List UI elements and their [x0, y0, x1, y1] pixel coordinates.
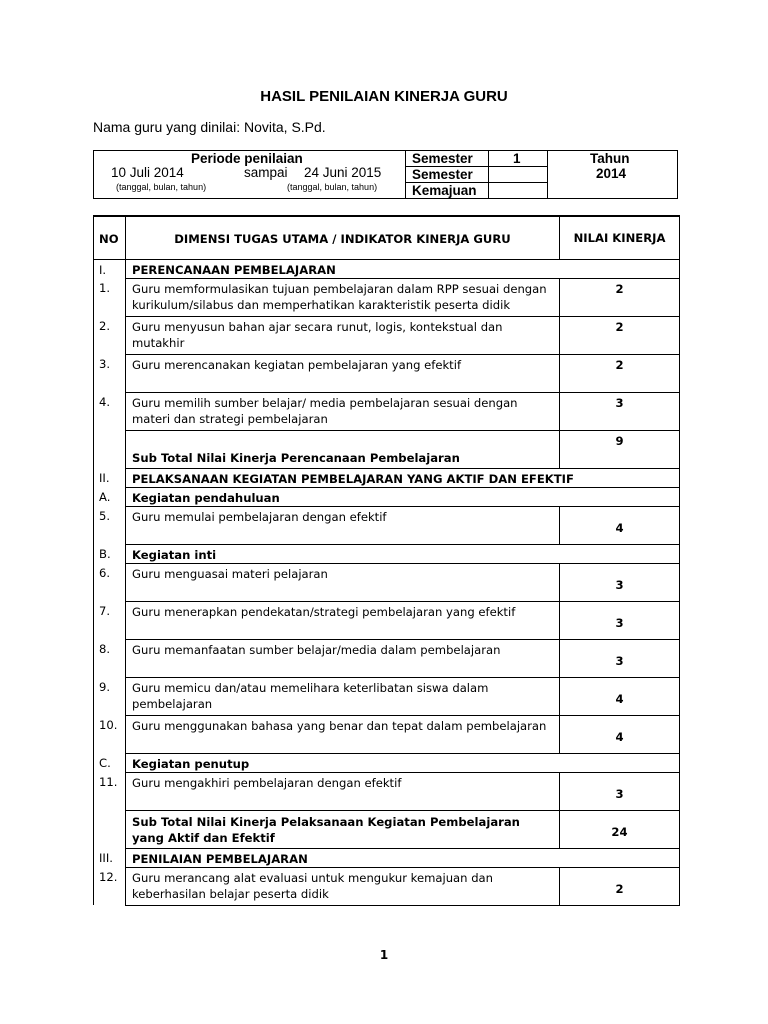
section-row: [94, 487, 680, 506]
row-description: Guru memanfaatan sumber belajar/media dalam pembelajaran: [126, 639, 560, 677]
row-number: 4.: [94, 392, 126, 430]
teacher-label: Nama guru yang dinilai:: [93, 119, 241, 135]
section-row: [94, 468, 680, 487]
section-row: [94, 259, 680, 278]
row-number: 6.: [94, 563, 126, 601]
table-row: [94, 639, 680, 677]
header-value: NILAI KINERJA: [560, 216, 680, 259]
row-number: 11.: [94, 772, 126, 810]
section-row: [94, 848, 680, 867]
row-number: B.: [94, 544, 126, 563]
row-number: I.: [94, 259, 126, 278]
period-start: 10 Juli 2014: [111, 165, 184, 180]
row-number: [94, 430, 126, 468]
subtotal-row: [94, 810, 680, 848]
period-end: 24 Juni 2015: [304, 165, 382, 180]
row-value: 2: [560, 867, 680, 905]
row-description: Kegiatan pendahuluan: [126, 487, 680, 506]
row-description: Guru merencanakan kegiatan pembelajaran yang efektif: [126, 354, 560, 392]
semester-value: 1: [513, 151, 521, 166]
row-number: 2.: [94, 316, 126, 354]
row-description: PENILAIAN PEMBELAJARAN: [126, 848, 680, 867]
section-row: [94, 753, 680, 772]
table-row: [94, 278, 680, 316]
table-row: [94, 715, 680, 753]
table-row: [94, 392, 680, 430]
teacher-name: Novita, S.Pd.: [243, 119, 326, 135]
row-number: A.: [94, 487, 126, 506]
row-number: II.: [94, 468, 126, 487]
page-title: HASIL PENILAIAN KINERJA GURU: [260, 88, 508, 105]
table-row: [94, 316, 680, 354]
period-label: Periode penilaian: [191, 151, 303, 166]
row-number: 5.: [94, 506, 126, 544]
row-description: Kegiatan penutup: [126, 753, 680, 772]
row-number: 9.: [94, 677, 126, 715]
row-value: 3: [560, 563, 680, 601]
assessment-table: [93, 215, 680, 906]
row-value: 24: [560, 810, 680, 848]
header-no: NO: [94, 216, 126, 259]
progress-label: Kemajuan: [412, 183, 477, 198]
row-value: 2: [560, 316, 680, 354]
row-value: 2: [560, 354, 680, 392]
row-description: Guru menguasai materi pelajaran: [126, 563, 560, 601]
row-value: 2: [560, 278, 680, 316]
row-description: Sub Total Nilai Kinerja Perencanaan Pembelajaran: [126, 430, 560, 468]
semester-label: Semester: [412, 151, 473, 166]
table-header-row: [94, 216, 680, 259]
row-value: 9: [560, 430, 680, 468]
table-row: [94, 563, 680, 601]
row-description: Guru memulai pembelajaran dengan efektif: [126, 506, 560, 544]
row-description: Guru menyusun bahan ajar secara runut, logis, kontekstual dan mutakhir: [126, 316, 560, 354]
period-start-hint: (tanggal, bulan, tahun): [116, 182, 207, 192]
row-number: 12.: [94, 867, 126, 905]
table-row: [94, 354, 680, 392]
table-row: [94, 677, 680, 715]
header-dimension: DIMENSI TUGAS UTAMA / INDIKATOR KINERJA GURU: [126, 216, 560, 259]
period-header-box: [93, 150, 678, 199]
row-number: [94, 810, 126, 848]
subtotal-row: [94, 430, 680, 468]
section-row: [94, 544, 680, 563]
page-number: 1: [379, 948, 389, 962]
row-description: Guru memilih sumber belajar/ media pembelajaran sesuai dengan materi dan strategi pembelajaran: [126, 392, 560, 430]
row-value: 3: [560, 601, 680, 639]
row-number: III.: [94, 848, 126, 867]
row-number: C.: [94, 753, 126, 772]
row-number: 10.: [94, 715, 126, 753]
row-value: 3: [560, 392, 680, 430]
row-value: 3: [560, 772, 680, 810]
row-value: 4: [560, 715, 680, 753]
row-value: 4: [560, 506, 680, 544]
row-description: PERENCANAAN PEMBELAJARAN: [126, 259, 680, 278]
row-number: 3.: [94, 354, 126, 392]
row-description: Guru mengakhiri pembelajaran dengan efektif: [126, 772, 560, 810]
row-description: Sub Total Nilai Kinerja Pelaksanaan Kegiatan Pembelajaran yang Aktif dan Efektif: [126, 810, 560, 848]
row-number: 1.: [94, 278, 126, 316]
row-description: Guru memformulasikan tujuan pembelajaran dalam RPP sesuai dengan kurikulum/silabus dan memperhatikan karakteristik peserta didik: [126, 278, 560, 316]
year-value: 2014: [596, 166, 627, 181]
row-number: 8.: [94, 639, 126, 677]
row-number: 7.: [94, 601, 126, 639]
table-row: [94, 867, 680, 905]
row-description: Guru menggunakan bahasa yang benar dan tepat dalam pembelajaran: [126, 715, 560, 753]
row-value: 4: [560, 677, 680, 715]
semester2-label: Semester: [412, 167, 473, 182]
row-description: Guru menerapkan pendekatan/strategi pembelajaran yang efektif: [126, 601, 560, 639]
row-description: PELAKSANAAN KEGIATAN PEMBELAJARAN YANG AKTIF DAN EFEKTIF: [126, 468, 680, 487]
row-description: Guru merancang alat evaluasi untuk mengukur kemajuan dan keberhasilan belajar peserta didik: [126, 867, 560, 905]
row-value: 3: [560, 639, 680, 677]
table-row: [94, 601, 680, 639]
row-description: Guru memicu dan/atau memelihara keterlibatan siswa dalam pembelajaran: [126, 677, 560, 715]
teacher-line: [93, 119, 326, 135]
period-end-hint: (tanggal, bulan, tahun): [287, 182, 378, 192]
table-row: [94, 772, 680, 810]
year-label: Tahun: [590, 151, 630, 166]
period-connector: sampai: [244, 165, 288, 180]
row-description: Kegiatan inti: [126, 544, 680, 563]
table-row: [94, 506, 680, 544]
